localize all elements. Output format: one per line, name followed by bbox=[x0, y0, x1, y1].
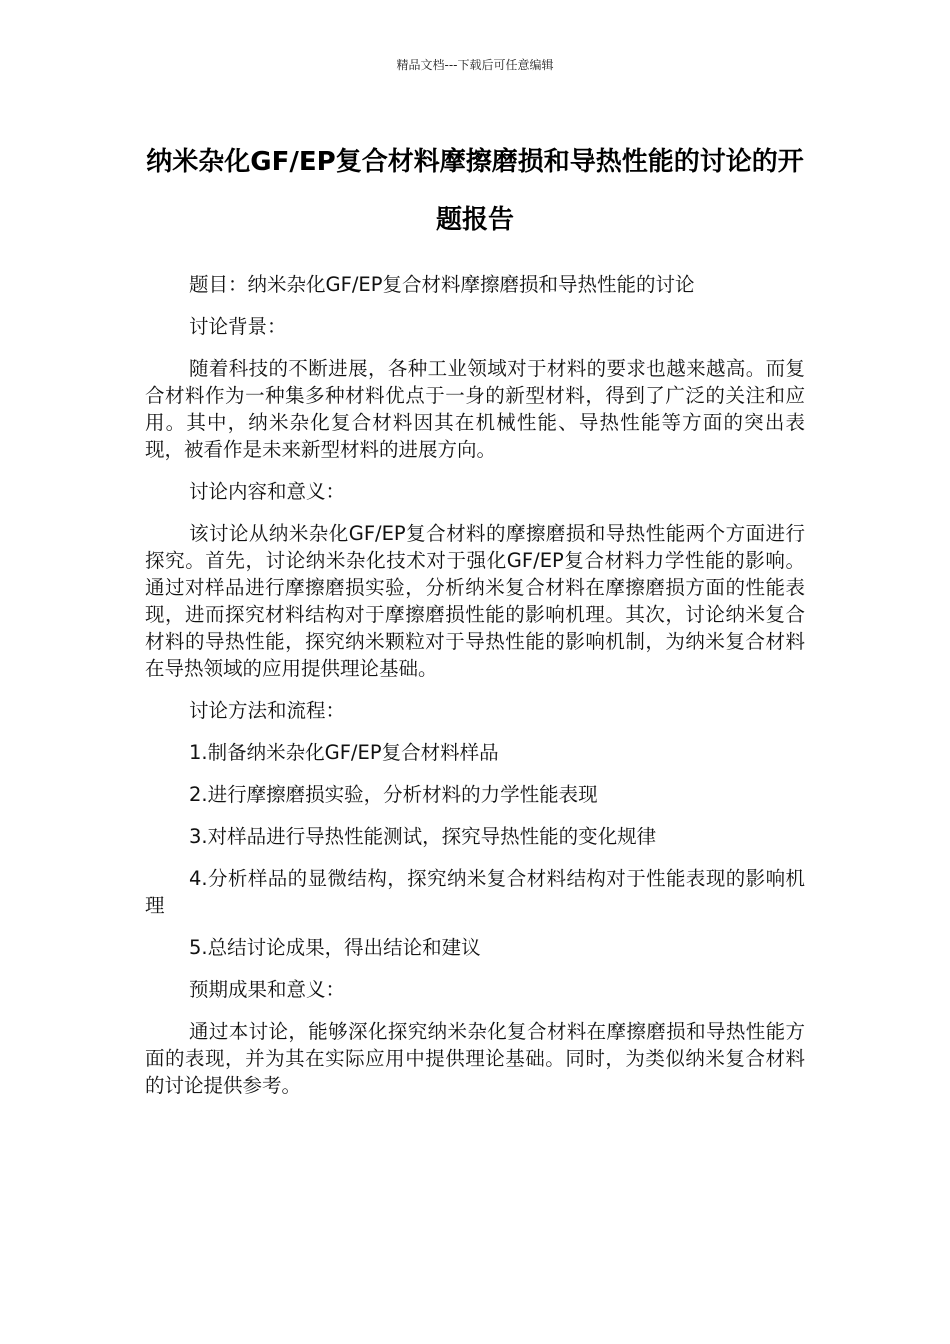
content-paragraph: 该讨论从纳米杂化GF/EP复合材料的摩擦磨损和导热性能两个方面进行探究。首先，讨论纳米杂化技术对于强化GF/EP复合材料力学性能的影响。通过对样品进行摩擦磨损实验，分析纳米复合材料在摩擦磨损方面的性能表现，进而探究材料结构对于摩擦磨损性能的影响机理。其次，讨论纳米复合材料的导热性能，探究纳米颗粒对于导热性能的影响机制，为纳米复合材料在导热领域的应用提供理论基础。 bbox=[145, 522, 805, 680]
section-heading-content: 讨论内容和意义： bbox=[189, 480, 346, 503]
method-step-1: 1.制备纳米杂化GF/EP复合材料样品 bbox=[189, 741, 499, 764]
method-step-5: 5.总结讨论成果，得出结论和建议 bbox=[189, 936, 481, 959]
section-heading-method: 讨论方法和流程： bbox=[189, 699, 346, 722]
section-heading-outcome: 预期成果和意义： bbox=[189, 978, 346, 1001]
topic-paragraph: 题目：纳米杂化GF/EP复合材料摩擦磨损和导热性能的讨论 bbox=[189, 273, 695, 296]
section-heading-background: 讨论背景： bbox=[189, 315, 287, 338]
background-paragraph: 随着科技的不断进展，各种工业领域对于材料的要求也越来越高。而复合材料作为一种集多种材料优点于一身的新型材料，得到了广泛的关注和应用。其中，纳米杂化复合材料因其在机械性能、导热性能等方面的突出表现，被看作是未来新型材料的进展方向。 bbox=[145, 357, 805, 461]
method-step-3: 3.对样品进行导热性能测试，探究导热性能的变化规律 bbox=[189, 825, 657, 848]
method-step-2: 2.进行摩擦磨损实验，分析材料的力学性能表现 bbox=[189, 783, 598, 806]
page-header: 精品文档---下载后可任意编辑 bbox=[396, 58, 554, 72]
method-step-4: 4.分析样品的显微结构，探究纳米复合材料结构对于性能表现的影响机理 bbox=[145, 867, 805, 917]
document-body bbox=[145, 271, 805, 1114]
document-title: 纳米杂化GF/EP复合材料摩擦磨损和导热性能的讨论的开题报告 bbox=[146, 147, 804, 235]
outcome-paragraph: 通过本讨论，能够深化探究纳米杂化复合材料在摩擦磨损和导热性能方面的表现，并为其在实际应用中提供理论基础。同时，为类似纳米复合材料的讨论提供参考。 bbox=[145, 1020, 805, 1097]
